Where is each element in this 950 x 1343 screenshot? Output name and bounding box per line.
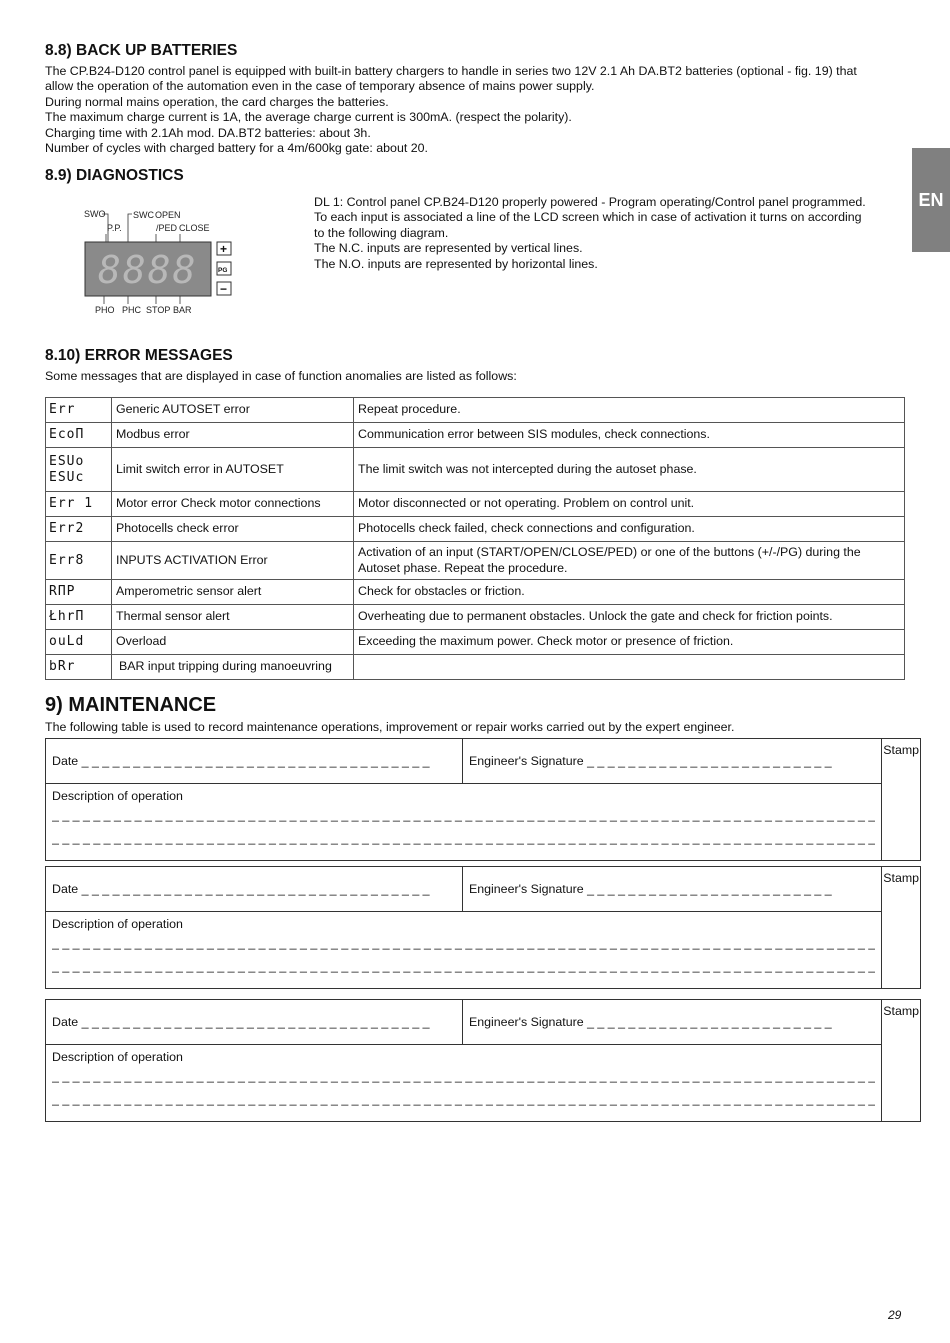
maintenance-heading: 9) MAINTENANCE [45,694,217,716]
date-label: Date [52,754,79,768]
date-label: Date [52,882,79,896]
text-line: DL 1: Control panel CP.B24-D120 properly powered - Program operating/Control panel programmed. [314,195,866,209]
label-pp: P.P. [107,223,122,233]
error-desc: Activation of an input (START/OPEN/CLOSE/PED) or one of the buttons (+/-/PG) during the Autoset phase. Repeat the procedure. [354,542,905,580]
signature-cell[interactable] [462,739,881,784]
table-row [46,398,905,423]
description-label: Description of operation [52,917,183,931]
description-line: _ _ _ _ _ _ _ _ _ _ _ _ _ _ _ _ _ _ _ _ _ _ _ _ _ _ _ _ _ _ _ _ _ _ _ _ _ _ _ _ _ _ _ _ _ _ _ _ _ _ _ _ _ _ _ _ _ _ _ _ _ _ _ _ _ _ _ _ _ _ _ _ _ _ _ _ _ _ _ _ [52,959,876,973]
diagnostics-text [314,195,884,272]
text-line: allow the operation of the automation even in the case of temporary absence of mains power supply. [45,79,595,94]
text-line: To each input is associated a line of the LCD screen which in case of activation it turns on according [314,210,862,225]
stamp-label: Stamp [883,871,920,885]
date-field: _ _ _ _ _ _ _ _ _ _ _ _ _ _ _ _ _ _ _ _ _ _ _ _ _ _ _ _ _ _ _ _ _ _ [81,754,430,768]
label-pho: PHO [95,305,115,315]
description-label: Description of operation [52,1050,183,1064]
error-desc: Repeat procedure. [354,398,905,423]
error-name: Amperometric sensor alert [112,580,354,605]
date-field: _ _ _ _ _ _ _ _ _ _ _ _ _ _ _ _ _ _ _ _ _ _ _ _ _ _ _ _ _ _ _ _ _ _ [81,882,430,896]
text-line: Charging time with 2.1Ah mod. DA.BT2 batteries: about 3h. [45,125,371,140]
error-desc: Communication error between SIS modules, check connections. [354,423,905,448]
error-name: Overload [112,630,354,655]
backup-batteries-text [45,64,907,156]
error-code: Err 1 [46,492,112,517]
stamp-cell [882,867,921,989]
signature-cell[interactable] [462,1000,881,1045]
stamp-label: Stamp [883,1004,920,1018]
label-phc: PHC [122,305,142,315]
error-name: Thermal sensor alert [112,605,354,630]
error-code: RПP [46,580,112,605]
description-line: _ _ _ _ _ _ _ _ _ _ _ _ _ _ _ _ _ _ _ _ _ _ _ _ _ _ _ _ _ _ _ _ _ _ _ _ _ _ _ _ _ _ _ _ _ _ _ _ _ _ _ _ _ _ _ _ _ _ _ _ _ _ _ _ _ _ _ _ _ _ _ _ _ _ _ _ _ _ _ _ [52,831,876,845]
error-name: Generic AUTOSET error [112,398,354,423]
signature-field: _ _ _ _ _ _ _ _ _ _ _ _ _ _ _ _ _ _ _ _ _ _ _ _ [587,1015,832,1029]
error-messages-heading: 8.10) ERROR MESSAGES [45,347,233,364]
signature-field: _ _ _ _ _ _ _ _ _ _ _ _ _ _ _ _ _ _ _ _ _ _ _ _ [587,882,832,896]
error-messages-intro: Some messages that are displayed in case of function anomalies are listed as follows: [45,369,517,383]
maintenance-record [45,999,921,1122]
table-row [46,655,905,680]
minus-button-label: − [220,282,228,296]
signature-label: Engineer's Signature [468,754,584,768]
table-row [46,542,905,580]
signature-label: Engineer's Signature [468,1015,584,1029]
signature-field: _ _ _ _ _ _ _ _ _ _ _ _ _ _ _ _ _ _ _ _ _ _ _ _ [587,754,832,768]
text-line: During normal mains operation, the card charges the batteries. [45,94,389,109]
date-cell[interactable] [46,1000,463,1045]
error-code: Err2 [46,517,112,542]
description-label: Description of operation [52,789,183,803]
language-tab: EN [912,148,950,252]
lcd-digits: 8888 [98,248,198,292]
error-name: INPUTS ACTIVATION Error [112,542,354,580]
description-line: _ _ _ _ _ _ _ _ _ _ _ _ _ _ _ _ _ _ _ _ _ _ _ _ _ _ _ _ _ _ _ _ _ _ _ _ _ _ _ _ _ _ _ _ _ _ _ _ _ _ _ _ _ _ _ _ _ _ _ _ _ _ _ _ _ _ _ _ _ _ _ _ _ _ _ _ _ _ _ _ [52,808,876,822]
date-field: _ _ _ _ _ _ _ _ _ _ _ _ _ _ _ _ _ _ _ _ _ _ _ _ _ _ _ _ _ _ _ _ _ _ [81,1015,430,1029]
table-row [46,492,905,517]
error-code: bRr [46,655,112,680]
error-name: Limit switch error in AUTOSET [112,448,354,492]
error-desc [354,655,905,680]
description-cell[interactable] [46,912,882,989]
error-desc: The limit switch was not intercepted during the autoset phase. [354,448,905,492]
label-swc: SWC [133,210,154,220]
table-row [46,630,905,655]
description-line: _ _ _ _ _ _ _ _ _ _ _ _ _ _ _ _ _ _ _ _ _ _ _ _ _ _ _ _ _ _ _ _ _ _ _ _ _ _ _ _ _ _ _ _ _ _ _ _ _ _ _ _ _ _ _ _ _ _ _ _ _ _ _ _ _ _ _ _ _ _ _ _ _ _ _ _ _ _ _ _ [52,1092,876,1106]
error-desc: Overheating due to permanent obstacles. Unlock the gate and check for friction points. [354,605,905,630]
table-row [46,448,905,492]
signature-label: Engineer's Signature [468,882,584,896]
error-name: BAR input tripping during manoeuvring [112,655,354,680]
error-name: Motor error Check motor connections [112,492,354,517]
pg-button-label: PG [218,267,228,274]
text-line: The N.C. inputs are represented by vertical lines. [314,241,583,256]
label-swo: SWO [84,209,106,219]
text-line: The N.O. inputs are represented by horizontal lines. [314,256,598,271]
error-desc: Motor disconnected or not operating. Problem on control unit. [354,492,905,517]
page-number: 29 [888,1308,902,1322]
date-cell[interactable] [46,867,463,912]
table-row [46,423,905,448]
error-code: ouLd [46,630,112,655]
diagnostics-heading: 8.9) DIAGNOSTICS [45,167,184,184]
date-cell[interactable] [46,739,463,784]
error-code: ESUo ESUc [46,448,112,492]
error-code: Err [46,398,112,423]
plus-button-label: + [220,242,228,256]
error-code: ŁhrП [46,605,112,630]
text-line: The CP.B24-D120 control panel is equipped with built-in battery chargers to handle in series two 12V 2.1 Ah DA.BT2 batteries (optional - fig. 19) that [45,64,857,78]
error-name: Modbus error [112,423,354,448]
error-desc: Check for obstacles or friction. [354,580,905,605]
label-bar: BAR [173,305,192,315]
label-stop: STOP [146,305,171,315]
maintenance-record [45,738,921,861]
error-table [45,397,905,680]
text-line: Number of cycles with charged battery for a 4m/600kg gate: about 20. [45,141,428,156]
error-desc: Photocells check failed, check connections and configuration. [354,517,905,542]
table-row [46,580,905,605]
text-line: The maximum charge current is 1A, the average charge current is 300mA. (respect the polarity). [45,110,572,125]
backup-batteries-heading: 8.8) BACK UP BATTERIES [45,42,238,59]
lcd-diagram [80,204,240,320]
error-code: Err8 [46,542,112,580]
signature-cell[interactable] [462,867,881,912]
maintenance-intro: The following table is used to record maintenance operations, improvement or repair works carried out by the expert engineer. [45,720,735,734]
stamp-cell [882,1000,921,1122]
description-cell[interactable] [46,1045,882,1122]
table-row [46,517,905,542]
error-code: EcoП [46,423,112,448]
error-name: Photocells check error [112,517,354,542]
label-open: OPEN [155,210,181,220]
label-close: CLOSE [179,223,210,233]
description-line: _ _ _ _ _ _ _ _ _ _ _ _ _ _ _ _ _ _ _ _ _ _ _ _ _ _ _ _ _ _ _ _ _ _ _ _ _ _ _ _ _ _ _ _ _ _ _ _ _ _ _ _ _ _ _ _ _ _ _ _ _ _ _ _ _ _ _ _ _ _ _ _ _ _ _ _ _ _ _ _ [52,936,876,950]
maintenance-record [45,866,921,989]
table-row [46,605,905,630]
stamp-label: Stamp [883,743,920,757]
text-line: to the following diagram. [314,225,449,240]
error-desc: Exceeding the maximum power. Check motor or presence of friction. [354,630,905,655]
description-line: _ _ _ _ _ _ _ _ _ _ _ _ _ _ _ _ _ _ _ _ _ _ _ _ _ _ _ _ _ _ _ _ _ _ _ _ _ _ _ _ _ _ _ _ _ _ _ _ _ _ _ _ _ _ _ _ _ _ _ _ _ _ _ _ _ _ _ _ _ _ _ _ _ _ _ _ _ _ _ _ [52,1069,876,1083]
date-label: Date [52,1015,79,1029]
stamp-cell [882,739,921,861]
label-ped: /PED [156,223,178,233]
description-cell[interactable] [46,784,882,861]
